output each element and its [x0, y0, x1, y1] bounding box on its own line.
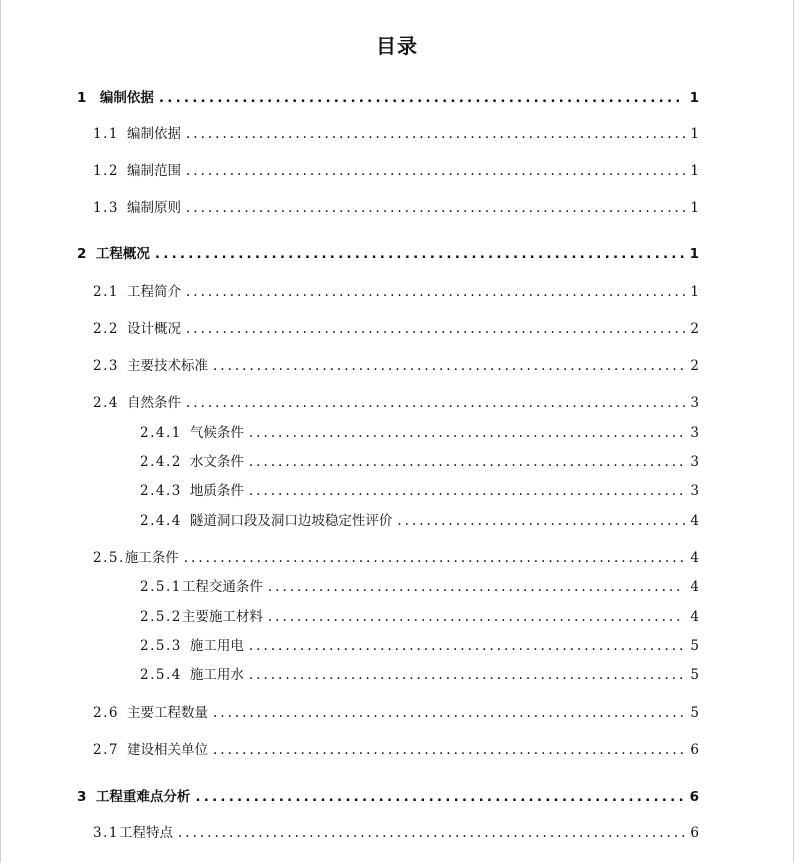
toc-leader [249, 667, 686, 683]
toc-page-number: 1 [689, 246, 699, 262]
toc-entry[interactable] [140, 509, 699, 529]
toc-label: 主要工程数量 [126, 705, 208, 721]
toc-entry[interactable] [93, 317, 699, 337]
toc-leader [268, 579, 686, 595]
toc-leader [249, 483, 686, 499]
toc-leader [195, 789, 684, 805]
toc-page-number: 5 [690, 667, 699, 683]
toc-leader [186, 321, 685, 337]
toc-page-number: 6 [690, 742, 699, 758]
toc-label: 工程概况 [95, 246, 150, 262]
toc-label: 施工条件 [124, 550, 179, 566]
toc-label: 工程简介 [126, 284, 181, 300]
toc-entry[interactable] [93, 546, 699, 566]
toc-page-number: 2 [690, 358, 699, 374]
toc-number: 2.4.2 [140, 454, 182, 470]
toc-entry[interactable] [93, 196, 699, 216]
toc-label: 工程重难点分析 [95, 789, 191, 805]
toc-label: 气候条件 [189, 425, 244, 441]
toc-leader [397, 513, 685, 529]
toc-page-number: 4 [690, 513, 699, 529]
toc-number: 2.5.2 [140, 609, 182, 625]
toc-number: 3.1 [93, 825, 119, 841]
toc-page-number: 6 [690, 825, 699, 841]
toc-label: 建设相关单位 [126, 742, 208, 758]
toc-entry[interactable] [140, 421, 699, 441]
toc-number: 2.5.1 [140, 579, 182, 595]
toc-label: 隧道洞口段及洞口边坡稳定性评价 [189, 513, 393, 529]
toc-entry[interactable] [93, 391, 699, 411]
toc-number: 1 [77, 90, 88, 106]
toc-entry[interactable] [140, 450, 699, 470]
toc-entry[interactable] [140, 479, 699, 499]
toc-entry[interactable] [77, 785, 699, 805]
toc-leader [213, 742, 685, 758]
toc-page-number: 4 [690, 550, 699, 566]
toc-leader [213, 358, 685, 374]
toc-entry[interactable] [140, 663, 699, 683]
page-title: 目录 [376, 34, 418, 58]
toc-entry[interactable] [93, 821, 699, 841]
toc-entry[interactable] [93, 122, 699, 142]
toc-page-number: 4 [690, 579, 699, 595]
toc-leader [184, 550, 686, 566]
toc-number: 2.4 [93, 395, 119, 411]
toc-entry[interactable] [77, 242, 699, 262]
toc-entry[interactable] [93, 701, 699, 721]
toc-leader [186, 284, 685, 300]
toc-number: 2.5. [93, 550, 125, 566]
toc-page-number: 3 [690, 395, 699, 411]
toc-label: 设计概况 [126, 321, 181, 337]
toc-number: 2.5.3 [140, 638, 182, 654]
toc-label: 水文条件 [189, 454, 244, 470]
toc-leader [186, 163, 685, 179]
toc-entry[interactable] [140, 605, 699, 625]
toc-page-number: 3 [690, 454, 699, 470]
toc-number: 2.4.4 [140, 513, 182, 529]
toc-label: 地质条件 [189, 483, 244, 499]
toc-number: 2.5.4 [140, 667, 182, 683]
toc-entry[interactable] [93, 159, 699, 179]
toc-leader [249, 425, 686, 441]
toc-number: 2.3 [93, 358, 119, 374]
toc-page-number: 1 [690, 200, 699, 216]
toc-number: 1.2 [93, 163, 119, 179]
toc-entry[interactable] [77, 86, 699, 106]
toc-label: 工程特点 [118, 825, 173, 841]
toc-leader [213, 705, 685, 721]
toc-page-number: 1 [689, 90, 699, 106]
toc-number: 1.1 [93, 126, 119, 142]
toc-number: 2.4.1 [140, 425, 182, 441]
toc-leader [178, 825, 685, 841]
toc-page-number: 6 [689, 789, 699, 805]
toc-number: 2.2 [93, 321, 119, 337]
toc-entry[interactable] [93, 280, 699, 300]
toc-page-number: 3 [690, 483, 699, 499]
toc-label: 编制依据 [99, 90, 154, 106]
toc-number: 2.4.3 [140, 483, 182, 499]
toc-page-number: 1 [690, 126, 699, 142]
toc-entry[interactable] [93, 738, 699, 758]
toc-number: 2 [77, 246, 88, 262]
toc-leader [186, 200, 685, 216]
toc-number: 1.3 [93, 200, 119, 216]
toc-page-number: 5 [690, 638, 699, 654]
toc-page-number: 4 [690, 609, 699, 625]
toc-label: 主要技术标准 [126, 358, 208, 374]
toc-page-number: 1 [690, 284, 699, 300]
toc-page-number: 2 [690, 321, 699, 337]
toc-leader [268, 609, 686, 625]
toc-entry[interactable] [93, 354, 699, 374]
toc-number: 2.7 [93, 742, 119, 758]
toc-leader [186, 395, 685, 411]
toc-label: 施工用电 [189, 638, 244, 654]
toc-number: 2.6 [93, 705, 119, 721]
toc-leader [159, 90, 685, 106]
toc-number: 2.1 [93, 284, 119, 300]
page-edge-left [0, 0, 1, 863]
toc-label: 编制范围 [126, 163, 181, 179]
toc-page-number: 3 [690, 425, 699, 441]
toc-label: 编制原则 [126, 200, 181, 216]
toc-number: 3 [77, 789, 88, 805]
toc-leader [155, 246, 685, 262]
toc-entry[interactable] [140, 575, 699, 595]
toc-label: 工程交通条件 [181, 579, 263, 595]
toc-page-number: 5 [690, 705, 699, 721]
toc-entry[interactable] [140, 634, 699, 654]
toc-leader [249, 454, 686, 470]
toc-label: 主要施工材料 [181, 609, 263, 625]
toc-label: 编制依据 [126, 126, 181, 142]
toc-leader [249, 638, 686, 654]
toc-leader [186, 126, 685, 142]
toc-page-number: 1 [690, 163, 699, 179]
toc-label: 自然条件 [126, 395, 181, 411]
toc-label: 施工用水 [189, 667, 244, 683]
